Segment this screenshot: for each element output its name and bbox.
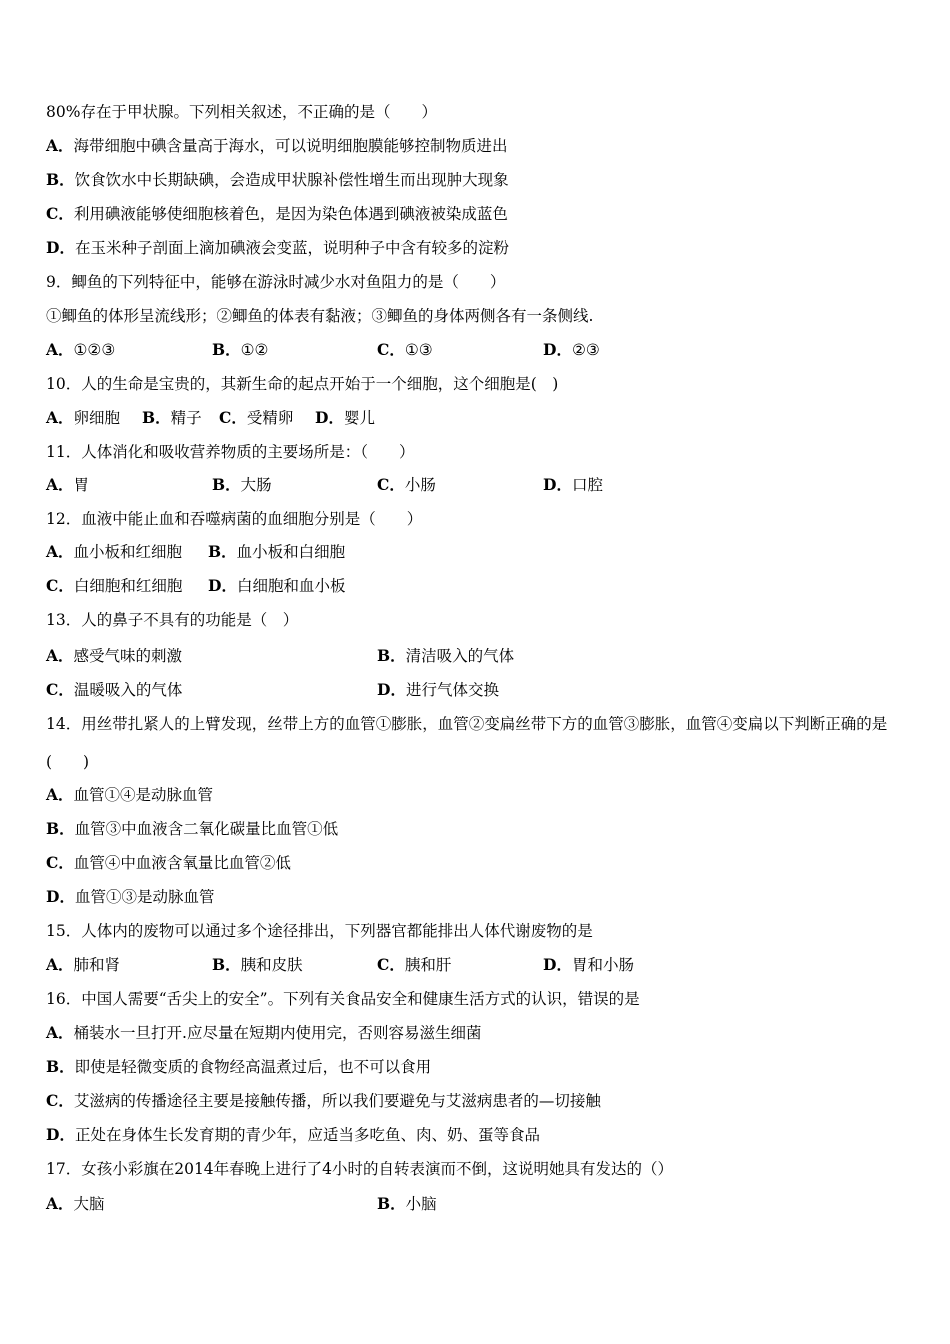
q11-option-c bbox=[377, 475, 436, 495]
option-text: 胰和肝 bbox=[404, 956, 452, 974]
option-text: 白细胞和红细胞 bbox=[73, 577, 183, 595]
option-text: 温暖吸入的气体 bbox=[73, 681, 183, 699]
option-label: D． bbox=[377, 680, 406, 699]
q14-option-b bbox=[46, 819, 338, 839]
option-label: A． bbox=[46, 1023, 74, 1042]
option-label: C． bbox=[377, 475, 405, 494]
option-text: 婴儿 bbox=[343, 409, 375, 427]
q8-option-d bbox=[46, 238, 509, 258]
option-label: A． bbox=[46, 542, 74, 561]
option-label: D． bbox=[46, 238, 75, 257]
option-text: 海带细胞中碘含量高于海水，可以说明细胞膜能够控制物质进出 bbox=[73, 137, 508, 155]
q11-stem: 11．人体消化和吸收营养物质的主要场所是：（ ） bbox=[46, 443, 415, 461]
q10-option-d bbox=[315, 408, 375, 428]
option-label: A． bbox=[46, 785, 74, 804]
q9-option-b bbox=[212, 340, 268, 360]
option-label: D． bbox=[543, 955, 572, 974]
q16-option-b bbox=[46, 1057, 431, 1077]
option-label: B． bbox=[212, 340, 241, 359]
option-label: D． bbox=[543, 475, 572, 494]
option-text: 胰和皮肤 bbox=[240, 956, 303, 974]
option-text: 血小板和红细胞 bbox=[73, 543, 183, 561]
q13-option-d bbox=[377, 680, 499, 700]
option-label: C． bbox=[219, 408, 247, 427]
option-text: 大脑 bbox=[73, 1195, 105, 1213]
option-label: B． bbox=[212, 955, 241, 974]
option-label: B． bbox=[46, 819, 75, 838]
q13-option-b bbox=[377, 646, 514, 666]
q14-option-a bbox=[46, 785, 213, 805]
option-text: 小脑 bbox=[405, 1195, 437, 1213]
option-text: 受精卵 bbox=[246, 409, 294, 427]
option-label: D． bbox=[46, 1125, 75, 1144]
option-text: 清洁吸入的气体 bbox=[405, 647, 515, 665]
q9-option-d bbox=[543, 340, 600, 360]
option-text: 胃和小肠 bbox=[571, 956, 634, 974]
q9-option-c bbox=[377, 340, 433, 360]
option-label: B． bbox=[208, 542, 237, 561]
option-text: 血管①④是动脉血管 bbox=[73, 786, 214, 804]
option-text: 肺和肾 bbox=[73, 956, 121, 974]
option-text: ①② bbox=[240, 341, 269, 359]
option-label: B． bbox=[212, 475, 241, 494]
q16-option-c bbox=[46, 1091, 601, 1111]
q12-option-b bbox=[208, 542, 345, 562]
option-label: A． bbox=[46, 475, 74, 494]
option-label: C． bbox=[46, 680, 74, 699]
q16-option-d bbox=[46, 1125, 540, 1145]
q12-option-a bbox=[46, 542, 182, 562]
q8-option-a bbox=[46, 136, 508, 156]
option-text: 正处在身体生长发育期的青少年，应适当多吃鱼、肉、奶、蛋等食品 bbox=[74, 1126, 540, 1144]
q14-stem: 14．用丝带扎紧人的上臂发现，丝带上方的血管①膨胀，血管②变扁丝带下方的血管③膨胀，血管④变扁以下判断正确的是( ) bbox=[46, 715, 888, 771]
option-label: A． bbox=[46, 136, 74, 155]
q17-option-a bbox=[46, 1194, 105, 1214]
q13-option-c bbox=[46, 680, 182, 700]
option-text: 桶装水一旦打开.应尽量在短期内使用完，否则容易滋生细菌 bbox=[73, 1024, 482, 1042]
q10-option-c bbox=[219, 408, 293, 428]
q9-stem: 9．鲫鱼的下列特征中，能够在游泳时减少水对鱼阻力的是（ ） bbox=[46, 273, 506, 291]
option-text: 即使是轻微变质的食物经高温煮过后，也不可以食用 bbox=[74, 1058, 432, 1076]
option-label: B． bbox=[46, 1057, 75, 1076]
option-label: B． bbox=[377, 646, 406, 665]
option-text: 小肠 bbox=[404, 476, 436, 494]
q14-option-d bbox=[46, 887, 214, 907]
q8-option-b bbox=[46, 170, 509, 190]
option-text: 血小板和白细胞 bbox=[236, 543, 346, 561]
option-label: B． bbox=[46, 170, 75, 189]
option-text: 艾滋病的传播途径主要是接触传播，所以我们要避免与艾滋病患者的—切接触 bbox=[73, 1092, 601, 1110]
option-text: 感受气味的刺激 bbox=[73, 647, 183, 665]
q15-option-b bbox=[212, 955, 303, 975]
option-label: A． bbox=[46, 646, 74, 665]
option-label: C． bbox=[46, 204, 74, 223]
option-text: 血管④中血液含氧量比血管②低 bbox=[73, 854, 291, 872]
option-label: D． bbox=[315, 408, 344, 427]
option-text: 血管③中血液含二氧化碳量比血管①低 bbox=[74, 820, 339, 838]
option-label: C． bbox=[46, 1091, 74, 1110]
option-text: 卵细胞 bbox=[73, 409, 121, 427]
option-label: A． bbox=[46, 1194, 74, 1213]
q15-option-d bbox=[543, 955, 634, 975]
option-text: 口腔 bbox=[571, 476, 603, 494]
option-label: D． bbox=[46, 887, 75, 906]
option-label: C． bbox=[46, 853, 74, 872]
q15-option-a bbox=[46, 955, 120, 975]
option-text: ①③ bbox=[404, 341, 433, 359]
option-label: B． bbox=[142, 408, 171, 427]
q10-option-a bbox=[46, 408, 120, 428]
q13-stem: 13．人的鼻子不具有的功能是（ ） bbox=[46, 611, 299, 629]
option-text: 白细胞和血小板 bbox=[236, 577, 346, 595]
option-label: C． bbox=[377, 340, 405, 359]
q10-option-b bbox=[142, 408, 202, 428]
option-label: A． bbox=[46, 955, 74, 974]
option-label: A． bbox=[46, 408, 74, 427]
option-text: 精子 bbox=[170, 409, 202, 427]
q16-option-a bbox=[46, 1023, 481, 1043]
q15-option-c bbox=[377, 955, 451, 975]
option-text: 进行气体交换 bbox=[405, 681, 499, 699]
option-text: 在玉米种子剖面上滴加碘液会变蓝，说明种子中含有较多的淀粉 bbox=[74, 239, 509, 257]
option-text: 饮食饮水中长期缺碘，会造成甲状腺补偿性增生而出现肿大现象 bbox=[74, 171, 509, 189]
option-label: D． bbox=[208, 576, 237, 595]
option-text: ①②③ bbox=[73, 341, 116, 359]
option-label: A． bbox=[46, 340, 74, 359]
option-text: 胃 bbox=[73, 476, 90, 494]
q14-option-c bbox=[46, 853, 291, 873]
q11-option-d bbox=[543, 475, 603, 495]
option-text: ②③ bbox=[571, 341, 600, 359]
option-text: 血管①③是动脉血管 bbox=[74, 888, 215, 906]
q13-option-a bbox=[46, 646, 182, 666]
q12-stem: 12．血液中能止血和吞噬病菌的血细胞分别是（ ） bbox=[46, 510, 423, 528]
q8-stem: 80%存在于甲状腺。下列相关叙述，不正确的是（ ） bbox=[46, 103, 437, 121]
q9-statement: ①鲫鱼的体形呈流线形；②鲫鱼的体表有黏液；③鲫鱼的身体两侧各有一条侧线. bbox=[46, 307, 594, 325]
option-label: D． bbox=[543, 340, 572, 359]
q17-option-b bbox=[377, 1194, 437, 1214]
option-label: C． bbox=[46, 576, 74, 595]
q15-stem: 15．人体内的废物可以通过多个途径排出，下列器官都能排出人体代谢废物的是 bbox=[46, 922, 593, 940]
option-text: 利用碘液能够使细胞核着色，是因为染色体遇到碘液被染成蓝色 bbox=[73, 205, 508, 223]
q17-stem: 17．女孩小彩旗在2014年春晚上进行了4小时的自转表演而不倒，这说明她具有发达的（） bbox=[46, 1160, 674, 1178]
q12-option-c bbox=[46, 576, 182, 596]
q10-stem: 10．人的生命是宝贵的，其新生命的起点开始于一个细胞，这个细胞是( ) bbox=[46, 375, 559, 393]
q8-option-c bbox=[46, 204, 508, 224]
q11-option-a bbox=[46, 475, 89, 495]
option-label: B． bbox=[377, 1194, 406, 1213]
option-label: C． bbox=[377, 955, 405, 974]
q12-option-d bbox=[208, 576, 345, 596]
q11-option-b bbox=[212, 475, 272, 495]
q9-option-a bbox=[46, 340, 115, 360]
option-text: 大肠 bbox=[240, 476, 272, 494]
q16-stem: 16．中国人需要“舌尖上的安全”。下列有关食品安全和健康生活方式的认识，错误的是 bbox=[46, 990, 640, 1008]
